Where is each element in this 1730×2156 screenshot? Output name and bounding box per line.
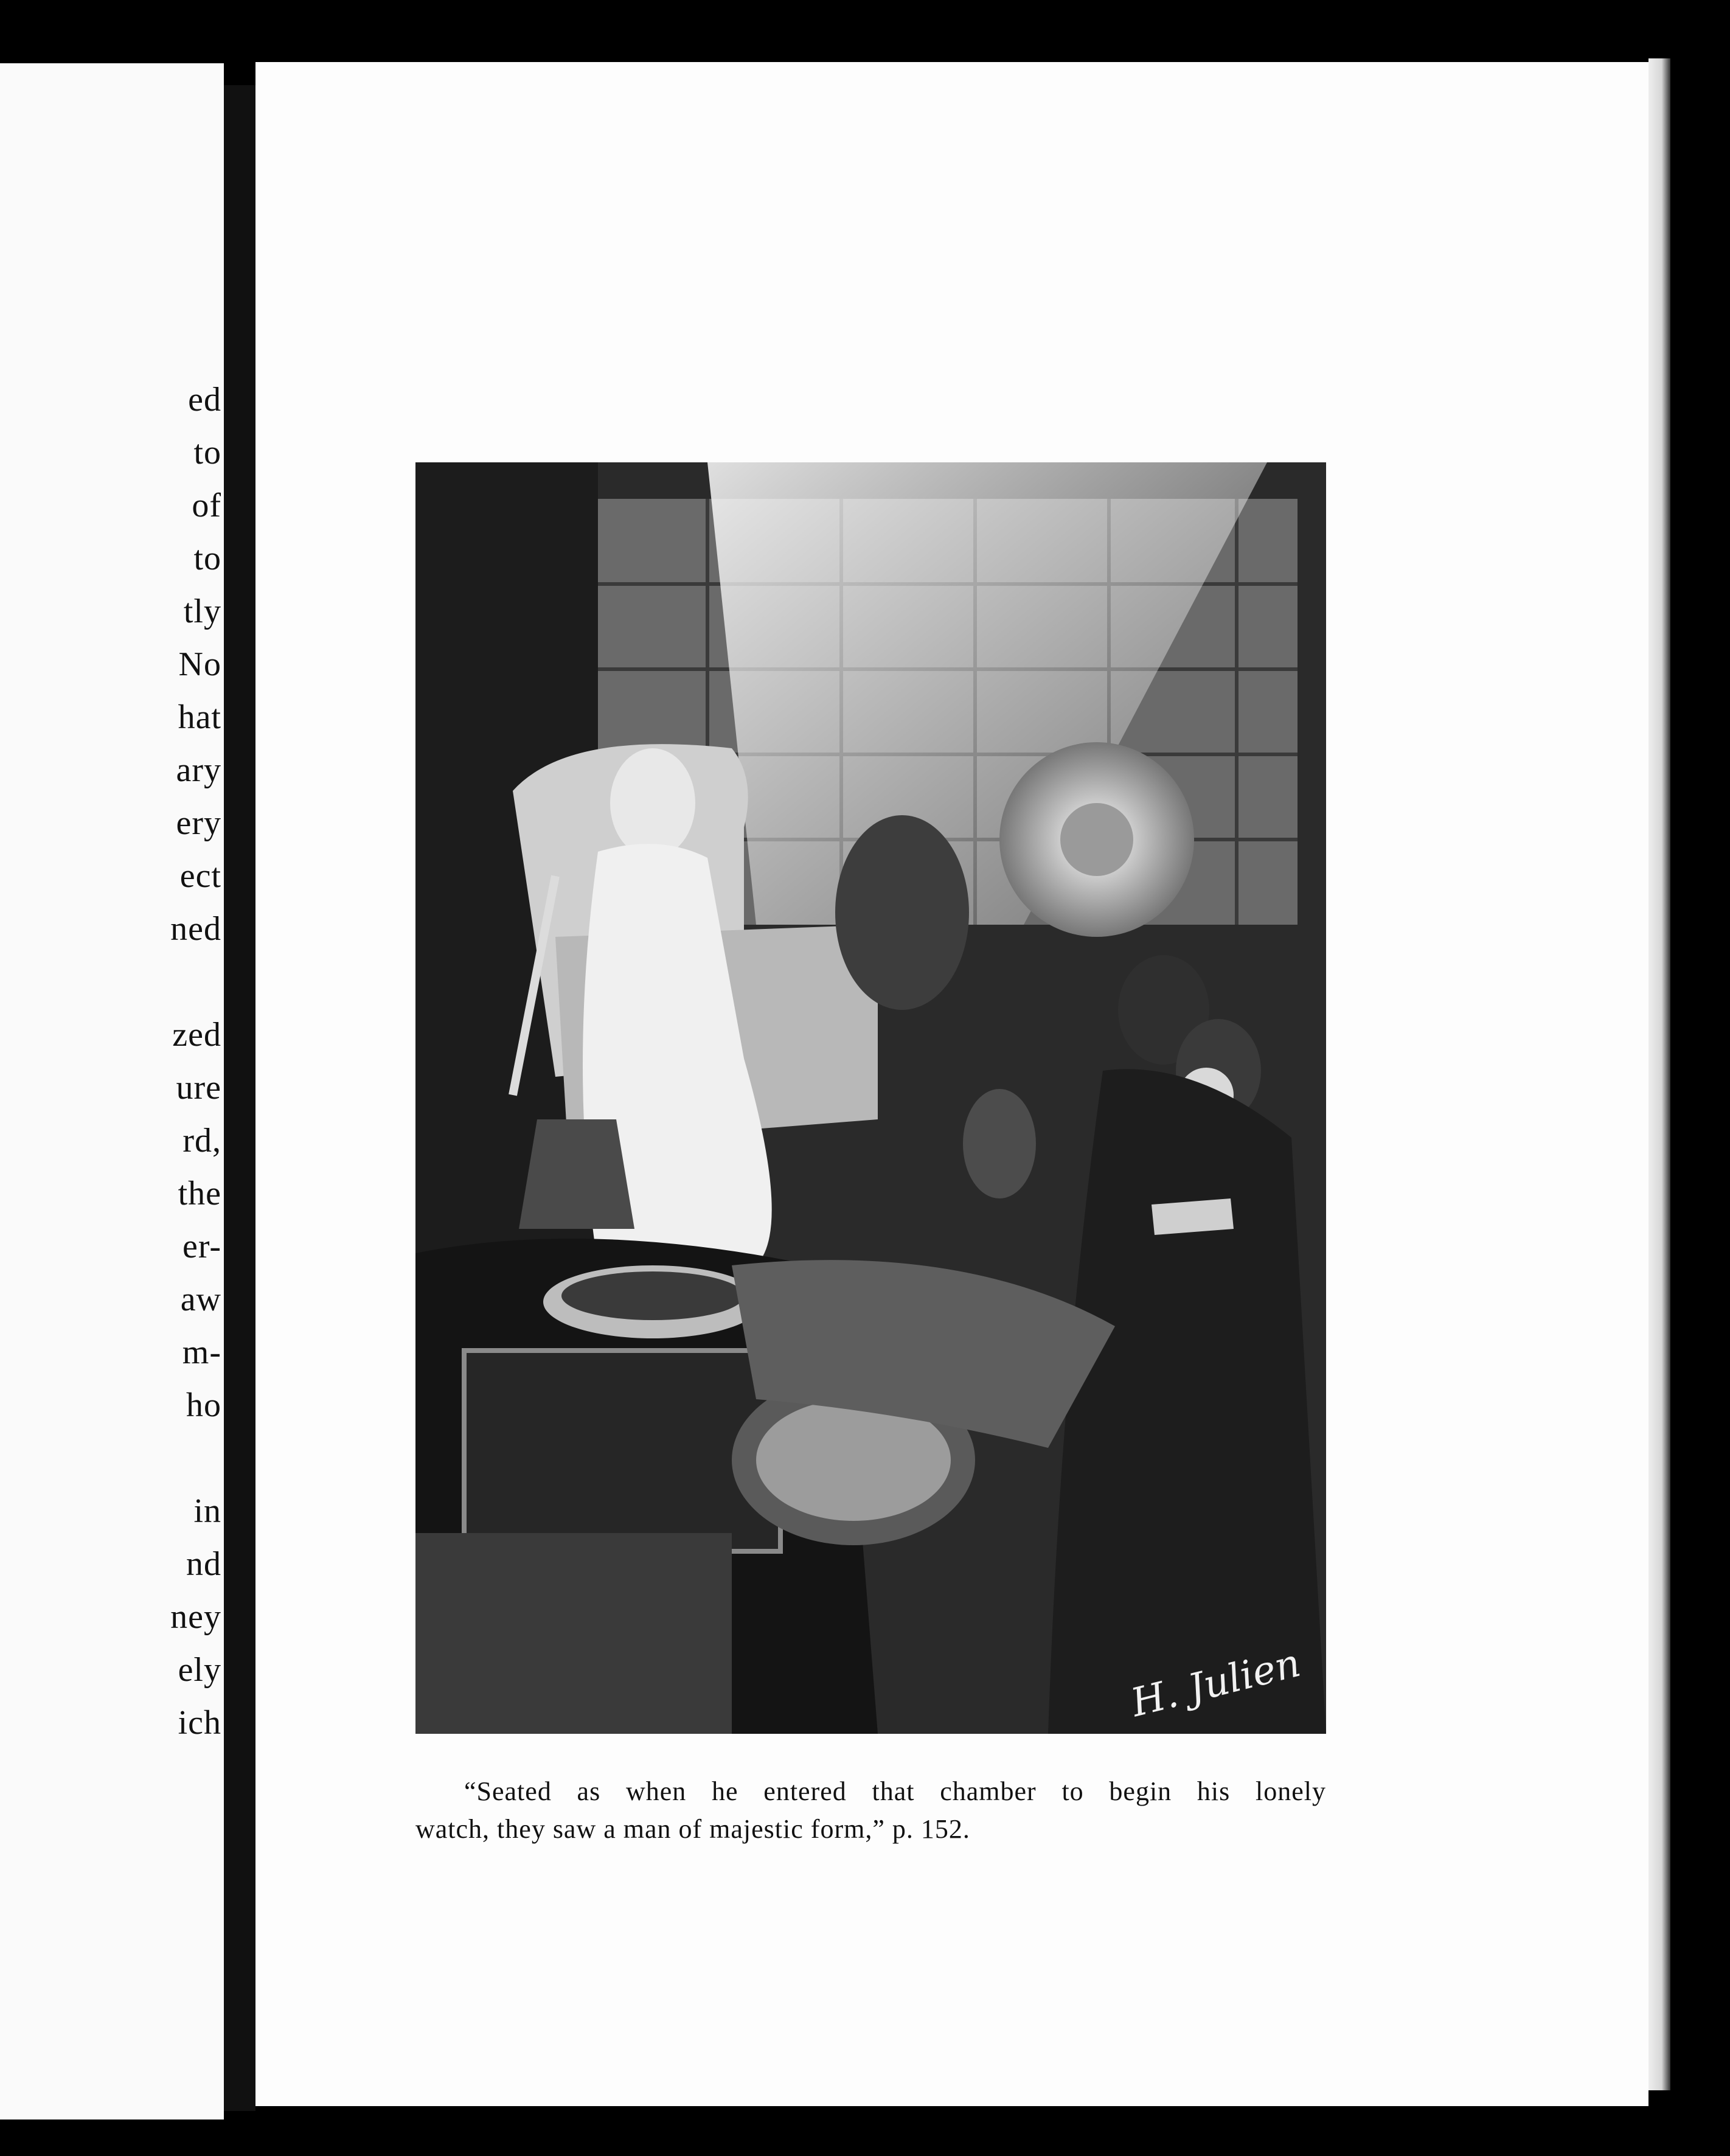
left-page-line <box>0 956 221 1009</box>
left-page-line: ho <box>186 1386 221 1424</box>
left-page-line: to <box>193 540 221 577</box>
left-page-line: ned <box>170 910 221 948</box>
left-page-line: No <box>178 645 221 683</box>
left-page-line: er- <box>182 1228 221 1265</box>
left-page-line: in <box>193 1492 221 1530</box>
left-page-text <box>0 374 224 1750</box>
left-page-line: ery <box>176 804 221 842</box>
caption-line-1: “Seated as when he entered that chamber to begin his lonely <box>464 1776 1326 1806</box>
left-page-line: nd <box>186 1545 221 1583</box>
book-gutter <box>224 85 255 2111</box>
left-page <box>0 63 224 2119</box>
left-page-line: ely <box>178 1651 221 1689</box>
left-page-line: of <box>192 487 221 524</box>
illustration-caption <box>415 1773 1326 1848</box>
left-page-line: aw <box>180 1281 221 1318</box>
left-page-line: ary <box>176 751 221 789</box>
left-page-line: m- <box>182 1334 221 1371</box>
left-page-line: ed <box>188 381 221 419</box>
left-page-line: to <box>193 434 221 471</box>
page-edge <box>1648 58 1670 2090</box>
left-page-line: ich <box>178 1704 221 1742</box>
left-page-line: hat <box>178 698 221 736</box>
left-page-line <box>0 1432 221 1485</box>
illustration-image <box>415 462 1326 1734</box>
caption-line-2: watch, they saw a man of majestic form,” p. 152. <box>415 1814 970 1844</box>
left-page-line: ure <box>176 1069 221 1107</box>
left-page-line: the <box>178 1175 221 1212</box>
left-page-line: rd, <box>182 1122 221 1160</box>
left-page-line: ect <box>179 857 221 895</box>
left-page-line: ney <box>170 1598 221 1636</box>
illustration-plate <box>415 462 1326 1734</box>
left-page-line: zed <box>172 1016 221 1054</box>
left-page-line: tly <box>183 593 221 630</box>
artist-signature: H. Julien <box>1126 1640 1305 1727</box>
